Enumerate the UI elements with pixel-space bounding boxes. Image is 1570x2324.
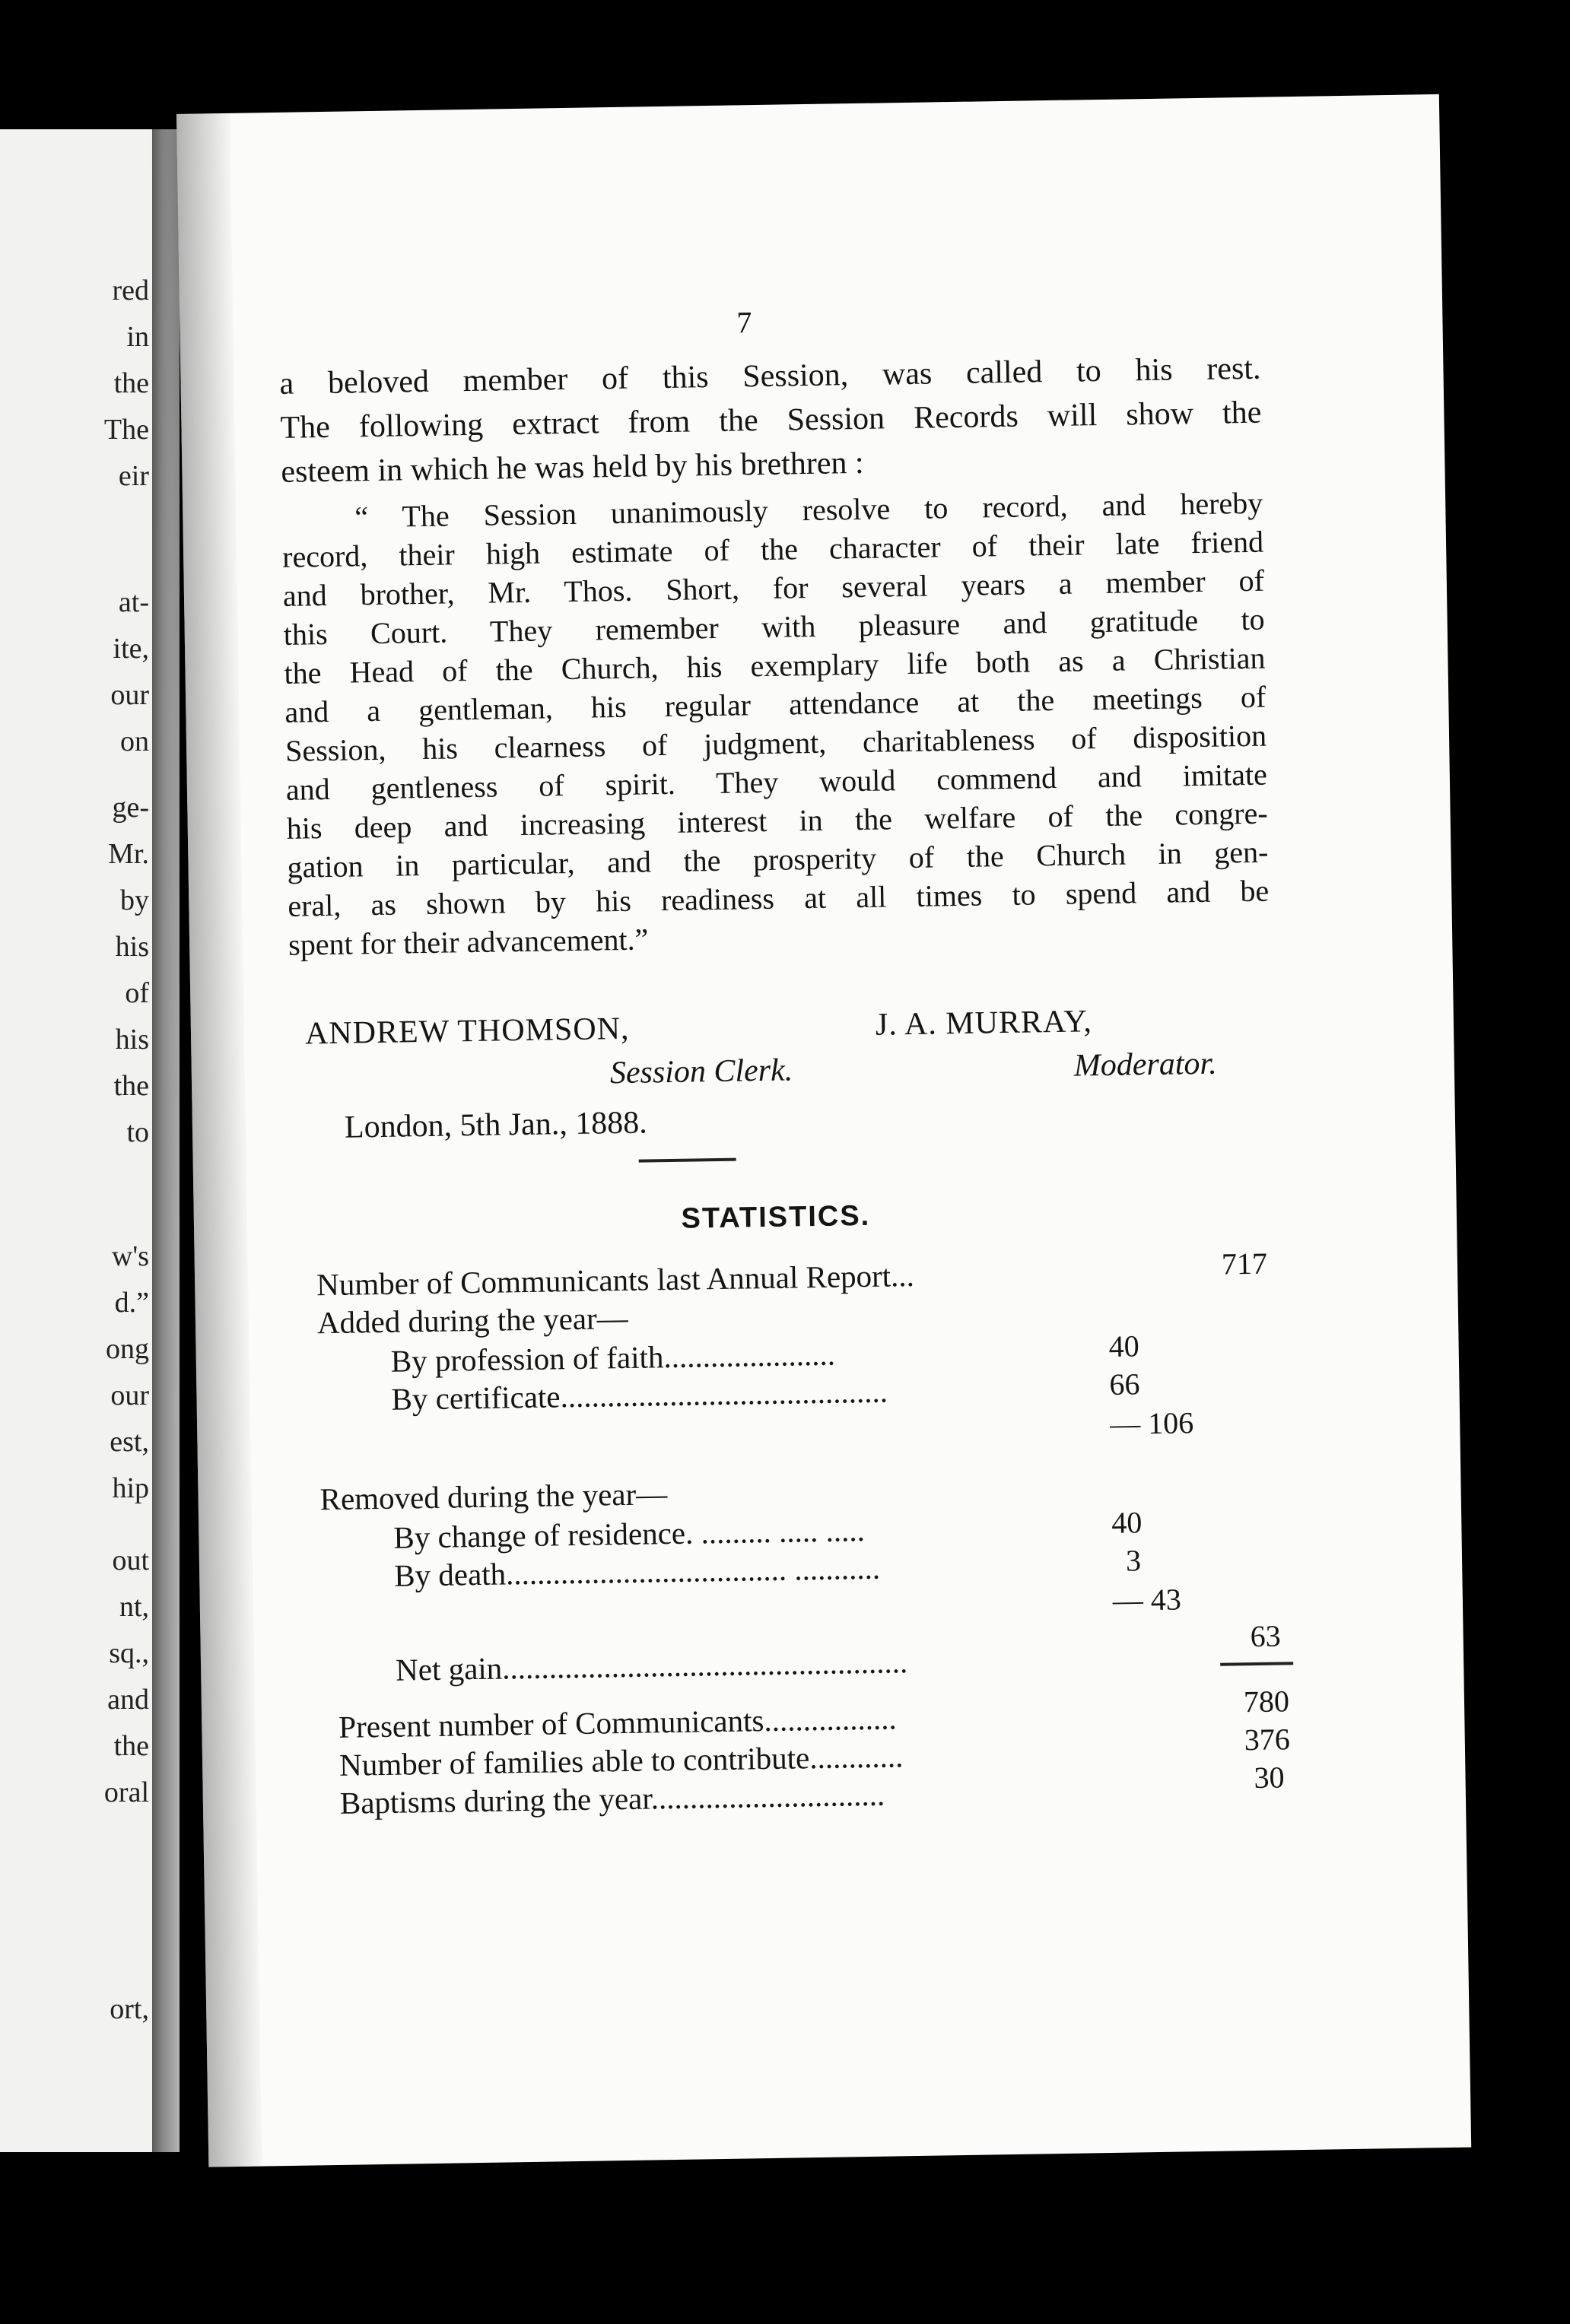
page-number: 7: [736, 305, 752, 340]
left-page-fragment: ge-: [112, 792, 149, 824]
left-page-fragment: out: [112, 1545, 149, 1576]
quote-line: the Head of the Church, his exemplary life both as a Christian: [284, 640, 1266, 691]
added-heading: Added during the year—: [316, 1300, 629, 1341]
baptisms-label: Baptisms during the year..............................: [339, 1776, 885, 1821]
left-page-fragment: eir: [118, 460, 149, 492]
quote-line: eral, as shown by his readiness at all times to spend and be: [288, 873, 1270, 923]
left-page-fragment: the: [113, 1730, 149, 1762]
left-page-fragment: red: [112, 275, 149, 306]
present-communicants-label: Present number of Communicants.................: [338, 1700, 897, 1745]
left-page-fragment: nt,: [119, 1591, 149, 1623]
session-minute-quote: [281, 484, 1270, 964]
quote-line: gation in particular, and the prosperity of the Church in gen-: [287, 834, 1269, 884]
left-page-fragment: his: [115, 1024, 149, 1056]
added-certificate-label: By certificate..........................................: [391, 1373, 888, 1417]
left-page-fragment: ite,: [113, 633, 149, 665]
net-gain-label: Net gain....................................................: [395, 1644, 908, 1687]
section-divider: [639, 1158, 736, 1163]
left-page-fragment: at-: [118, 586, 149, 618]
left-page-fragment: w's: [111, 1240, 149, 1272]
clerk-name: ANDREW THOMSON,: [304, 1011, 630, 1052]
moderator-title: Moderator.: [1073, 1046, 1217, 1084]
left-page-fragment: his: [115, 931, 149, 963]
quote-line: this Court. They remember with pleasure and gratitude to: [283, 602, 1265, 652]
moderator-name: J. A. MURRAY,: [875, 1004, 1093, 1043]
left-page-fragment: est,: [110, 1426, 149, 1458]
removed-death-label: By death.................................... ...........: [393, 1550, 881, 1593]
page-curl-shadow: [176, 113, 262, 2167]
left-page-fragment: on: [120, 725, 149, 757]
left-page-edge: [0, 129, 162, 2152]
quote-line: his deep and increasing interest in the welfare of the congre-: [286, 795, 1268, 846]
left-page-fragment: hip: [112, 1472, 149, 1504]
intro-line: The following extract from the Session Records will show the: [280, 395, 1262, 446]
left-page-fragment: our: [110, 1379, 149, 1411]
left-page-fragment: of: [125, 977, 149, 1009]
removed-residence-label: By change of residence. ......... ..... .....: [393, 1513, 866, 1555]
added-certificate-value: 66: [1109, 1367, 1140, 1402]
added-profession-value: 40: [1108, 1329, 1139, 1364]
left-page-fragment: ong: [106, 1333, 149, 1365]
quote-line: and a gentleman, his regular attendance at the meetings of: [284, 679, 1266, 729]
intro-line: esteem in which he was held by his brethren :: [281, 445, 864, 490]
sum-rule: [1220, 1662, 1293, 1666]
present-communicants-value: 780: [1243, 1684, 1290, 1719]
left-page-fragment: the: [113, 1070, 149, 1102]
left-page-fragment: sq.,: [109, 1637, 149, 1669]
left-page-fragment: our: [110, 679, 149, 711]
left-page-fragment: Mr.: [108, 838, 149, 870]
body-text: [279, 347, 1270, 964]
communicants-last-value: 717: [1221, 1246, 1268, 1281]
removed-heading: Removed during the year—: [319, 1476, 668, 1517]
quote-line: “ The Session unanimously resolve to record, and hereby: [354, 485, 1263, 535]
left-page-fragment: by: [120, 884, 149, 916]
quote-line: record, their high estimate of the character of their late friend: [281, 524, 1264, 574]
quote-line: and brother, Mr. Thos. Short, for several years a member of: [282, 563, 1265, 613]
baptisms-value: 30: [1254, 1760, 1285, 1795]
left-page-fragment: the: [113, 367, 149, 399]
families-value: 376: [1244, 1722, 1291, 1757]
left-page-fragment: ort,: [110, 1993, 149, 2025]
removed-total: — 43: [1112, 1582, 1182, 1618]
book-gutter: [152, 129, 180, 2152]
left-page-fragment: to: [126, 1116, 149, 1148]
quote-line: and gentleness of spirit. They would commend and imitate: [285, 757, 1268, 807]
statistics-title: STATISTICS.: [681, 1199, 871, 1235]
quote-line: Session, his clearness of judgment, charitableness of disposition: [284, 718, 1267, 768]
removed-death-value: 3: [1125, 1543, 1142, 1578]
left-page-fragment: oral: [103, 1776, 149, 1808]
quote-line: spent for their advancement.”: [288, 922, 649, 962]
families-label: Number of families able to contribute............: [338, 1738, 904, 1783]
clerk-title: Session Clerk.: [609, 1052, 793, 1091]
intro-line: a beloved member of this Session, was called to his rest.: [279, 351, 1261, 402]
left-page-fragment: and: [107, 1684, 149, 1716]
communicants-last-label: Number of Communicants last Annual Report...: [316, 1257, 915, 1303]
net-gain-value: 63: [1250, 1618, 1281, 1654]
left-page-fragment: d.”: [114, 1287, 149, 1319]
added-profession-label: By profession of faith......................: [390, 1336, 836, 1379]
left-page-fragment: in: [126, 321, 149, 353]
removed-residence-value: 40: [1111, 1505, 1143, 1540]
place-and-date: London, 5th Jan., 1888.: [344, 1105, 648, 1145]
book-page: [176, 94, 1471, 2167]
left-page-fragment: The: [103, 414, 149, 446]
added-total: — 106: [1109, 1405, 1194, 1441]
